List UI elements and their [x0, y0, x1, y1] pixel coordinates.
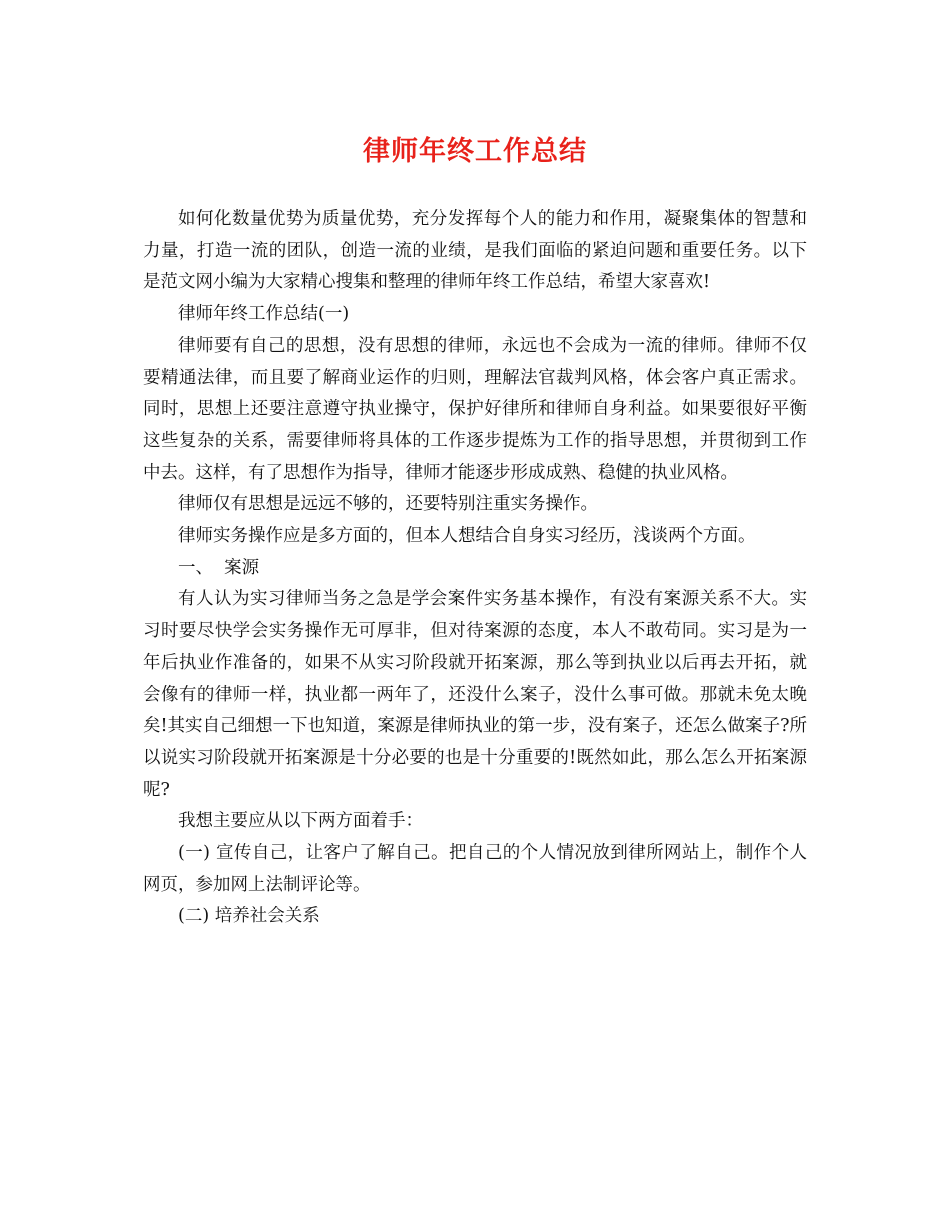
subsection-heading: 一、 案源	[178, 557, 260, 578]
section-heading: 律师年终工作总结(一)	[178, 304, 350, 325]
body-paragraph: 律师实务操作应是多方面的，但本人想结合自身实习经历，浅谈两个方面。	[178, 526, 756, 547]
body-paragraph: 律师仅有思想是远远不够的，还要特别注重实务操作。	[178, 494, 598, 515]
intro-paragraph: 如何化数量优势为质量优势，充分发挥每个人的能力和作用，凝聚集体的智慧和力量，打造一流的团队，创造一流的业绩，是我们面临的紧迫问题和重要任务。以下是范文网小编为大家精心搜集和整理的律师年终工作总结，希望大家喜欢!	[143, 209, 807, 293]
list-item: (一) 宣传自己，让客户了解自己。把自己的个人情况放到律所网站上，制作个人网页，参加网上法制评论等。	[143, 843, 807, 895]
list-item: (二) 培养社会关系	[178, 906, 320, 927]
body-paragraph: 有人认为实习律师当务之急是学会案件实务基本操作，有没有案源关系不大。实习时要尽快学会实务操作无可厚非，但对待案源的态度，本人不敢苟同。实习是为一年后执业作准备的，如果不从实习阶段就开拓案源，那么等到执业以后再去开拓，就会像有的律师一样，执业都一两年了，还没什么案子，没什么事可做。那就未免太晚矣!其实自己细想一下也知道，案源是律师执业的第一步，没有案子，还怎么做案子?所以说实习阶段就开拓案源是十分必要的也是十分重要的!既然如此，那么怎么开拓案源呢?	[143, 589, 807, 800]
body-paragraph: 我想主要应从以下两方面着手：	[178, 811, 423, 832]
document-title: 律师年终工作总结	[363, 136, 587, 167]
document-body	[143, 204, 807, 933]
body-paragraph: 律师要有自己的思想，没有思想的律师，永远也不会成为一流的律师。律师不仅要精通法律，而且要了解商业运作的归则，理解法官裁判风格，体会客户真正需求。同时，思想上还要注意遵守执业操守，保护好律所和律师自身利益。如果要很好平衡这些复杂的关系，需要律师将具体的工作逐步提炼为工作的指导思想，并贯彻到工作中去。这样，有了思想作为指导，律师才能逐步形成成熟、稳健的执业风格。	[143, 335, 807, 483]
